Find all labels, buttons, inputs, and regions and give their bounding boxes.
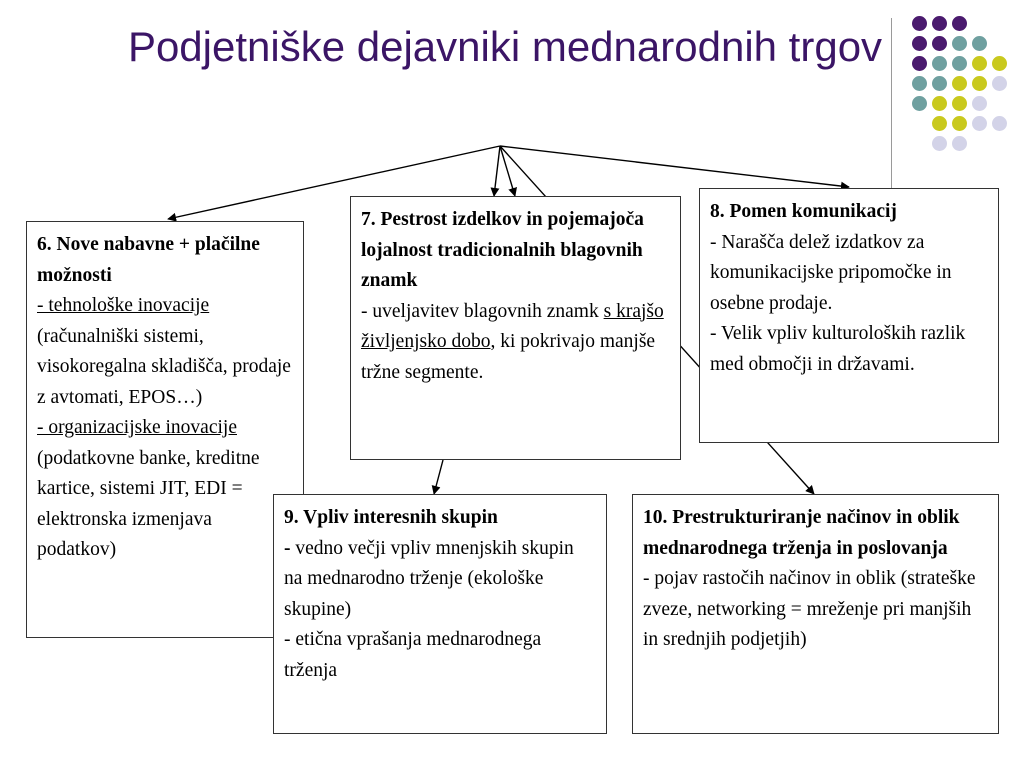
box-6-body-2 [37, 413, 293, 566]
box-6-org-detail: (podatkovne banke, kreditne kartice, sistemi JIT, EDI = elektronska izmenjava podatkov) [37, 447, 260, 560]
box-8-line-2: - Velik vpliv kulturoloških razlik med območji in državami. [710, 323, 966, 375]
page-title: Podjetniške dejavniki mednarodnih trgov [127, 23, 883, 70]
box-6-tech-detail: (računalniški sistemi, visokoregalna skladišča, prodaje z avtomati, EPOS…) [37, 325, 291, 408]
arrow-to-box-9 [434, 460, 443, 494]
box-9-heading: 9. Vpliv interesnih skupin [284, 507, 498, 528]
arrow-to-box-8 [500, 146, 849, 187]
box-7-text-1: - uveljavitev blagovnih znamk [361, 300, 604, 322]
box-7-body [361, 297, 670, 389]
box-8-line-1: - Narašča delež izdatkov za komunikacijske pripomočke in osebne prodaje. [710, 231, 952, 314]
box-7-heading: 7. Pestrost izdelkov in pojemajoča lojalnost tradicionalnih blagovnih znamk [361, 209, 644, 291]
box-7-product-variety [350, 196, 681, 460]
box-9-dash: - [284, 537, 291, 559]
box-6-org-label: - organizacijske inovacije [37, 417, 237, 438]
box-10-line-1: - pojav rastočih načinov in oblik (strateške zveze, networking = mreženje pri manjših in srednjih podjetjih) [643, 568, 976, 650]
box-6-heading: 6. Nove nabavne + plačilne možnosti [37, 234, 260, 286]
box-9-line-1 [284, 534, 596, 626]
box-9-line-1-text: vedno večji vpliv mnenjskih skupin na mednarodno trženje (ekološke skupine) [284, 537, 574, 620]
box-9-heading-row [284, 503, 596, 534]
box-8-heading: 8. Pomen komunikacij [710, 201, 897, 222]
box-8-communication [699, 188, 999, 443]
box-9-line-2: - etična vprašanja mednarodnega trženja [284, 629, 542, 681]
box-10-restructuring [632, 494, 999, 734]
box-10-heading: 10. Prestrukturiranje načinov in oblik mednarodnega trženja in poslovanja [643, 507, 960, 559]
box-7-underlined-1: s krajšo [603, 300, 664, 322]
box-6-procurement [26, 221, 304, 638]
arrow-to-box-7a [494, 146, 500, 196]
box-7-text-3: , ki pokrivajo manjše tržne segmente. [361, 331, 656, 383]
box-6-body [37, 291, 293, 413]
box-7-underlined-2: življenjsko dobo [361, 331, 491, 352]
box-9-interest-groups [273, 494, 607, 734]
box-6-tech-label: - tehnološke inovacije [37, 295, 210, 316]
